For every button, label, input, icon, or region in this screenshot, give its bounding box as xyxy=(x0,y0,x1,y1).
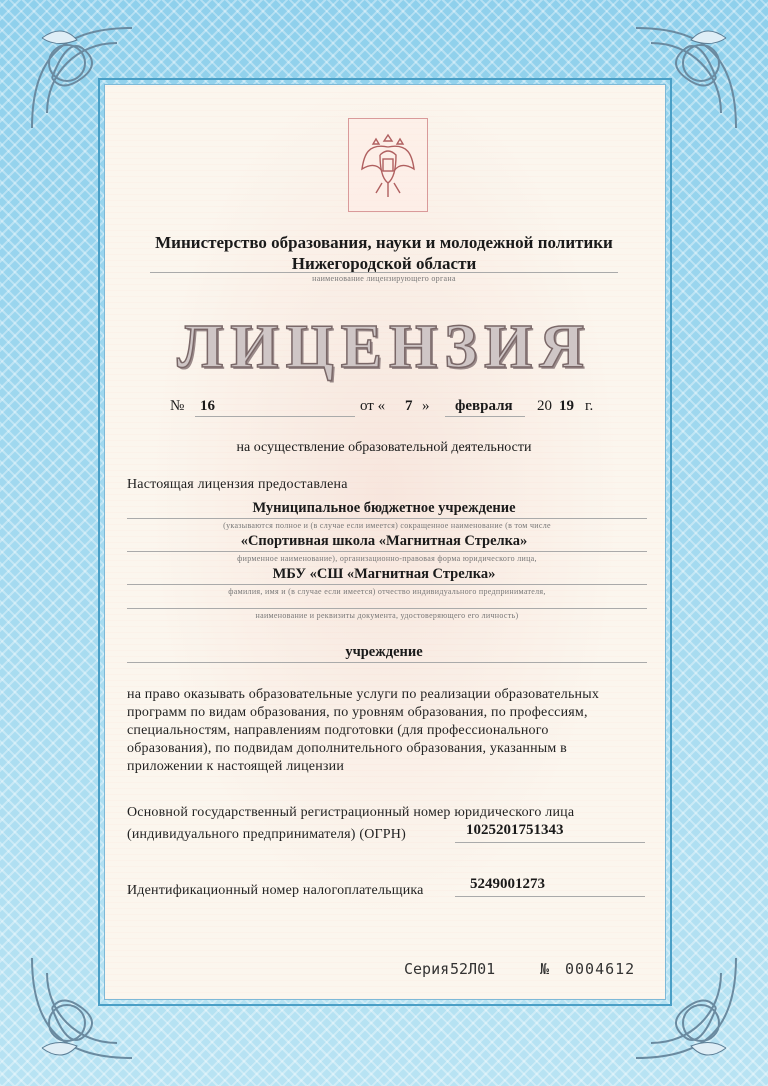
underline xyxy=(445,416,525,417)
corner-ornament-top-left xyxy=(22,18,142,138)
document-title: ЛИЦЕНЗИЯ xyxy=(177,313,591,381)
licensee-line3: МБУ «СШ «Магнитная Стрелка» xyxy=(272,566,496,582)
underline xyxy=(127,584,647,585)
year-unit: г. xyxy=(585,398,594,414)
rights-text xyxy=(127,686,647,776)
licensee-caption3: фамилия, имя и (в случае если имеется) отчество индивидуального предпринимателя, xyxy=(228,587,546,596)
date-month: февраля xyxy=(455,398,513,414)
underline xyxy=(455,896,645,897)
rights-line: образования), по подвидам дополнительного образования, указанным в xyxy=(127,741,567,756)
licensee-line2: «Спортивная школа «Магнитная Стрелка» xyxy=(240,533,528,549)
corner-ornament-bottom-left xyxy=(22,948,142,1068)
license-number: 16 xyxy=(200,398,215,414)
licensee-line4: учреждение xyxy=(345,644,423,660)
inn-label: Идентификационный номер налогоплательщика xyxy=(127,883,424,898)
series-label: Серия xyxy=(404,960,450,978)
issuing-authority-line2: Нижегородской области xyxy=(291,254,477,273)
underline xyxy=(455,842,645,843)
year-suffix: 19 xyxy=(559,398,574,414)
licensee-caption4: наименование и реквизиты документа, удостоверяющего его личность) xyxy=(255,611,519,620)
series-value: 52Л01 xyxy=(450,960,496,978)
issuing-authority-line1: Министерство образования, науки и молодежной политики xyxy=(155,233,613,252)
date-from-label: от « xyxy=(360,398,386,414)
licensee-caption2: фирменное наименование), организационно-правовая форма юридического лица, xyxy=(237,554,537,563)
corner-ornament-bottom-right xyxy=(626,948,746,1068)
underline xyxy=(195,416,355,417)
granted-label: Настоящая лицензия предоставлена xyxy=(127,477,348,492)
underline xyxy=(127,551,647,552)
rights-line: на право оказывать образовательные услуги по реализации образовательных xyxy=(127,687,600,702)
rights-line: специальностям, направлениям подготовки (для профессионального xyxy=(127,723,549,738)
authority-caption: наименование лицензирующего органа xyxy=(312,274,456,283)
rights-line: приложении к настоящей лицензии xyxy=(127,759,345,774)
corner-ornament-top-right xyxy=(626,18,746,138)
underline xyxy=(127,608,647,609)
year-prefix: 20 xyxy=(537,398,552,414)
date-day: 7 xyxy=(405,398,413,414)
ogrn-label-line2: (индивидуального предпринимателя) (ОГРН) xyxy=(127,827,406,842)
ogrn-value: 1025201751343 xyxy=(466,822,564,838)
blank-number-label: № xyxy=(540,960,550,978)
underline xyxy=(127,662,647,663)
licensee-caption1: (указываются полное и (в случае если имеется) сокращенное наименование (в том числе xyxy=(223,521,551,530)
blank-number-value: 0004612 xyxy=(565,960,636,978)
number-label: № xyxy=(170,398,185,414)
underline xyxy=(127,518,647,519)
ogrn-label-line1: Основной государственный регистрационный номер юридического лица xyxy=(127,805,575,820)
date-close-quote: » xyxy=(422,398,430,414)
inn-value: 5249001273 xyxy=(470,876,545,892)
coat-of-arms-icon xyxy=(348,118,428,212)
rights-line: программ по видам образования, по уровням образования, по профессиям, xyxy=(127,705,588,720)
licensee-line1: Муниципальное бюджетное учреждение xyxy=(252,500,516,516)
underline xyxy=(150,272,618,273)
purpose-text: на осуществление образовательной деятельности xyxy=(236,440,532,455)
